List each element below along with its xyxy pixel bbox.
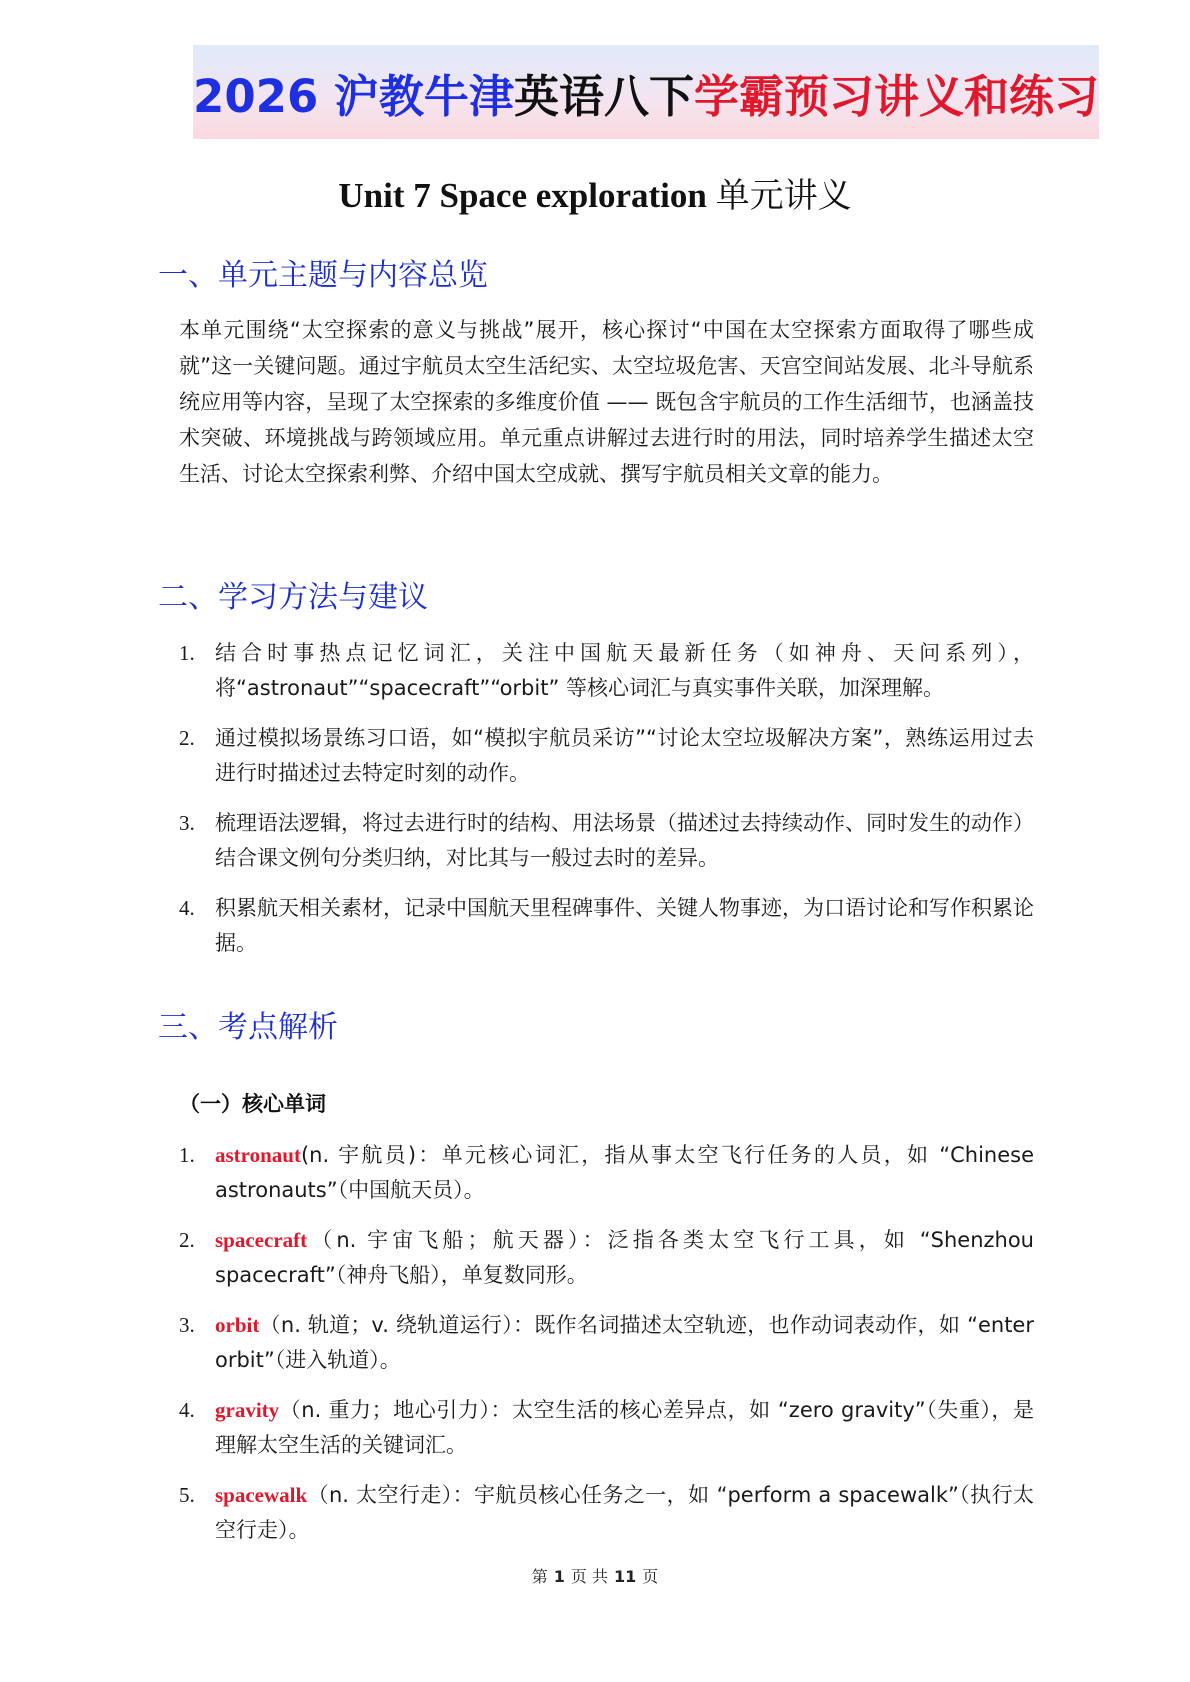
core-words-subheading: （一）核心单词 <box>179 1092 326 1116</box>
banner-part-2: 英语八下 <box>513 69 694 123</box>
list-number: 4. <box>179 896 195 920</box>
vocab-item <box>179 1138 1034 1208</box>
list-number: 5. <box>179 1483 195 1507</box>
section-3-heading: 三、考点解析 <box>158 1010 338 1045</box>
vocab-item <box>179 1478 1034 1548</box>
list-text: 结合时事热点记忆词汇，关注中国航天最新任务（如神舟、天问系列），将“astronaut”“spacecraft”“orbit” 等核心词汇与真实事件关联，加深理解。 <box>215 641 1034 700</box>
section-1-paragraph: 本单元围绕“太空探索的意义与挑战”展开，核心探讨“中国在太空探索方面取得了哪些成就”这一关键问题。通过宇航员太空生活纪实、太空垃圾危害、天宫空间站发展、北斗导航系统应用等内容，呈现了太空探索的多维度价值 —— 既包含宇航员的工作生活细节，也涵盖技术突破、环境挑战与跨领域应用。单元重点讲解过去进行时的用法，同时培养学生描述太空生活、讨论太空探索利弊、介绍中国太空成就、撰写宇航员相关文章的能力。 <box>179 318 1034 486</box>
list-number: 1. <box>179 641 195 665</box>
study-tips-list <box>179 636 1034 961</box>
footer-middle: 页 共 <box>570 1567 608 1586</box>
list-number: 2. <box>179 1228 195 1252</box>
title-english: Unit 7 Space exploration <box>338 176 707 215</box>
list-number: 2. <box>179 726 195 750</box>
vocab-item <box>179 1393 1034 1463</box>
list-text: 通过模拟场景练习口语，如“模拟宇航员采访”“讨论太空垃圾解决方案”，熟练运用过去进行时描述过去特定时刻的动作。 <box>215 726 1034 785</box>
vocab-term: astronaut <box>215 1143 301 1167</box>
list-text: 梳理语法逻辑，将过去进行时的结构、用法场景（描述过去持续动作、同时发生的动作）结合课文例句分类归纳，对比其与一般过去时的差异。 <box>215 811 1034 870</box>
footer-suffix: 页 <box>642 1567 659 1586</box>
banner-title <box>193 60 1099 125</box>
banner-part-3: 学霸预习讲义和练习 <box>693 69 1099 123</box>
vocab-definition: (n. 宇航员)：单元核心词汇，指从事太空飞行任务的人员，如 “Chinese astronauts”（中国航天员）。 <box>215 1143 1034 1202</box>
vocab-item <box>179 1308 1034 1378</box>
footer-page-number: 1 <box>553 1567 565 1586</box>
section-2-heading: 二、学习方法与建议 <box>158 580 428 615</box>
vocab-definition: （n. 宇宙飞船；航天器）：泛指各类太空飞行工具，如 “Shenzhou spacecraft”（神舟飞船），单复数同形。 <box>215 1228 1034 1287</box>
vocab-item <box>179 1223 1034 1293</box>
vocab-definition: （n. 太空行走）：宇航员核心任务之一，如 “perform a spacewalk”（执行太空行走）。 <box>215 1483 1034 1542</box>
banner-part-1: 2026 沪教牛津 <box>193 69 514 123</box>
vocab-term: spacecraft <box>215 1228 308 1252</box>
footer-total-pages: 11 <box>613 1567 637 1586</box>
vocab-term: spacewalk <box>215 1483 308 1507</box>
footer-prefix: 第 <box>531 1567 548 1586</box>
section-1-heading: 一、单元主题与内容总览 <box>158 258 488 293</box>
list-number: 3. <box>179 1313 195 1337</box>
page-footer <box>0 1564 1190 1587</box>
core-words-list <box>179 1138 1034 1548</box>
vocab-definition: （n. 轨道；v. 绕轨道运行）：既作名词描述太空轨迹，也作动词表动作，如 “enter orbit”（进入轨道）。 <box>215 1313 1034 1372</box>
list-text: 积累航天相关素材，记录中国航天里程碑事件、关键人物事迹，为口语讨论和写作积累论据。 <box>215 896 1034 955</box>
list-item <box>179 891 1034 961</box>
list-item <box>179 806 1034 876</box>
vocab-term: orbit <box>215 1313 260 1337</box>
list-item <box>179 636 1034 706</box>
title-banner <box>193 45 1099 139</box>
vocab-definition: （n. 重力；地心引力）：太空生活的核心差异点，如 “zero gravity”（失重），是理解太空生活的关键词汇。 <box>215 1398 1034 1457</box>
list-number: 4. <box>179 1398 195 1422</box>
list-number: 3. <box>179 811 195 835</box>
list-item <box>179 721 1034 791</box>
list-number: 1. <box>179 1143 195 1167</box>
title-chinese: 单元讲义 <box>715 176 852 216</box>
vocab-term: gravity <box>215 1398 280 1422</box>
document-title <box>0 168 1190 217</box>
